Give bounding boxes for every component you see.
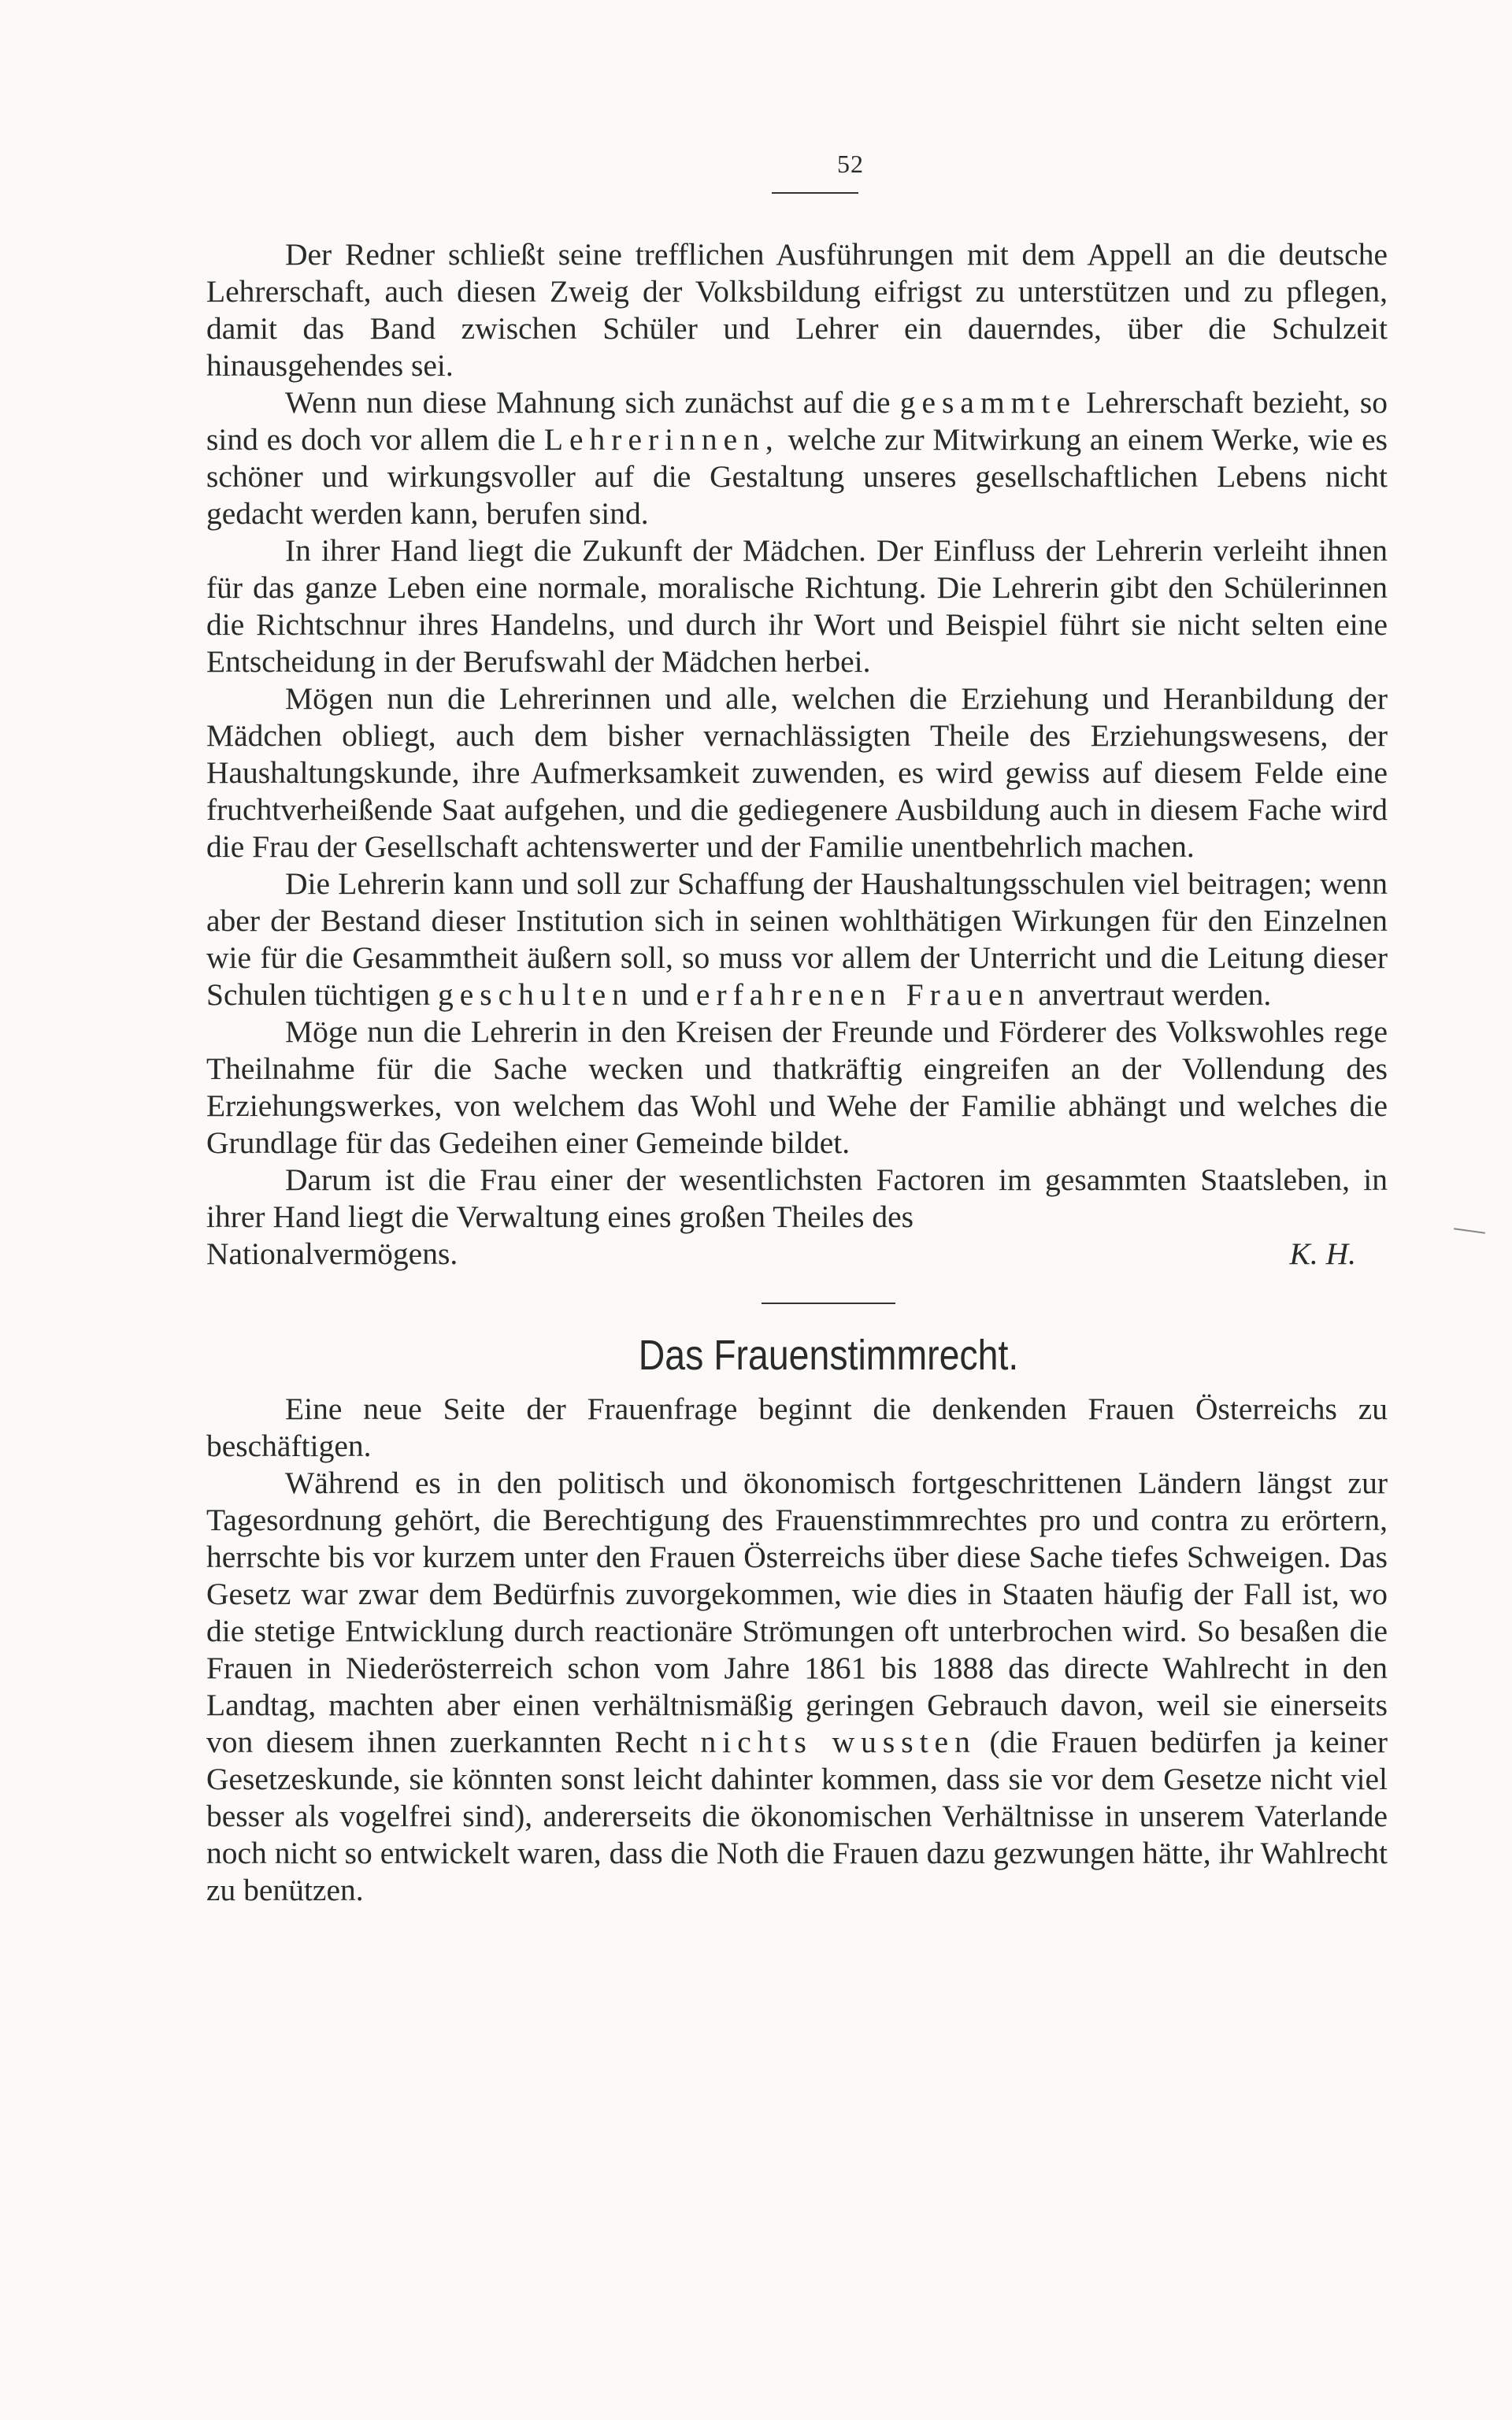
- author-signature: K. H.: [1289, 1236, 1356, 1271]
- paragraph-2-text-a: Wenn nun diese Mahnung sich zunächst auf die: [285, 385, 891, 420]
- paragraph-7: [206, 1162, 1388, 1236]
- paragraph-5-text-e: anvertraut werden.: [1038, 977, 1272, 1012]
- paragraph-5-text-c: und: [641, 977, 689, 1012]
- section-title: Das Frauenstimmrecht.: [638, 1332, 1019, 1379]
- paragraph-7-last-word: Nationalvermögens.: [206, 1236, 458, 1271]
- section-paragraph-2: [206, 1465, 1388, 1909]
- paragraph-6: Möge nun die Lehrerin in den Kreisen der Freunde und Förderer des Volkswohles rege Theilnahme für die Sache wecken und thatkräftig eingreifen an der Vollendung des Erziehungswerkes, von welchem das Wohl und Wehe der Familie abhängt und welches die Grundlage für das Gedeihen einer Gemeinde bildet.: [206, 1014, 1388, 1160]
- emphasis-nichts-wussten: nichts wussten: [700, 1725, 976, 1759]
- emphasis-gesammte: gesammte: [899, 385, 1077, 420]
- paragraph-3: In ihrer Hand liegt die Zukunft der Mädchen. Der Einfluss der Lehrerin verleiht ihnen für das ganze Leben eine normale, moralische Richtung. Die Lehrerin gibt den Schülerinnen die Richtschnur ihres Handelns, und durch ihr Wort und Beispiel führt sie nicht selten eine Entscheidung in der Berufswahl der Mädchen herbei.: [206, 533, 1388, 679]
- paragraph-5: [206, 865, 1388, 1014]
- paragraph-4: Mögen nun die Lehrerinnen und alle, welchen die Erziehung und Heranbildung der Mädchen obliegt, auch dem bisher vernachlässigten Theile des Erziehungswesens, der Haushaltungskunde, ihre Aufmerksamkeit zuwenden, es wird gewiss auf diesem Felde eine fruchtverheißende Saat aufgehen, und die gediegenere Ausbildung auch in diesem Fache wird die Frau der Gesellschaft achtenswerter und der Familie unentbehrlich machen.: [206, 681, 1388, 864]
- paragraph-1: Der Redner schließt seine trefflichen Ausführungen mit dem Appell an die deutsche Lehrerschaft, auch diesen Zweig der Volksbildung eifrigst zu unterstützen und zu pflegen, damit das Band zwischen Schüler und Lehrer ein dauerndes, über die Schulzeit hinausgehendes sei.: [206, 237, 1388, 383]
- margin-mark: [1454, 1228, 1485, 1234]
- paragraph-2: [206, 384, 1388, 532]
- page-number: 52: [837, 150, 864, 178]
- section-paragraph-1: Eine neue Seite der Frauenfrage beginnt die denkenden Frauen Österreichs zu beschäftigen.: [206, 1392, 1388, 1463]
- section-divider: [762, 1303, 895, 1304]
- signature-line: [206, 1236, 1388, 1273]
- emphasis-geschulten: geschulten: [438, 977, 634, 1012]
- paragraph-7-text: Darum ist die Frau einer der wesentlichsten Factoren im gesammten Staatsleben, in ihrer Hand liegt die Verwaltung eines großen Theiles des: [206, 1162, 1388, 1234]
- emphasis-lehrerinnen: Lehrerinnen,: [543, 422, 780, 457]
- paragraph-2-text-c: Lehrerschaft bezieht, so sind es doch vor allem die: [206, 385, 1388, 457]
- section-paragraph-2-text-a: Während es in den politisch und ökonomisch fortgeschrittenen Ländern längst zur Tagesordnung gehört, die Berechtigung des Frauenstimmrechtes pro und contra zu erörtern, herrschte bis vor kurzem unter den Frauen Österreichs über diese Sache tiefes Schweigen. Das Gesetz war zwar dem Bedürfnis zuvorgekommen, wie dies in Staaten häufig der Fall ist, wo die stetige Entwicklung durch reactionäre Strömungen oft unterbrochen wird. So besaßen die Frauen in Niederösterreich schon vom Jahre 1861 bis 1888 das directe Wahlrecht in den Landtag, machten aber einen verhältnismäßig geringen Gebrauch davon, weil sie einerseits von diesem ihnen zuerkannten Recht: [206, 1466, 1388, 1759]
- paragraph-5-text-a: Die Lehrerin kann und soll zur Schaffung der Haushaltungsschulen viel beitragen; wenn aber der Bestand dieser Institution sich in seinen wohlthätigen Wirkungen für den Einzelnen wie für die Gesammtheit äußern soll, so muss vor allem der Unterricht und die Leitung dieser Schulen tüchtigen: [206, 866, 1388, 1012]
- page-number-rule: [772, 192, 858, 194]
- section-paragraph-2-text-c: (die Frauen bedürfen ja keiner Gesetzeskunde, sie könnten sonst leicht dahinter kommen, dass sie vor dem Gesetze nicht viel besser als vogelfrei sind), andererseits die ökonomischen Verhältnisse in unserem Vaterlande noch nicht so entwickelt waren, dass die Noth die Frauen dazu gezwungen hätte, ihr Wahlrecht zu benützen.: [206, 1725, 1388, 1907]
- paragraph-2-text-e: welche zur Mitwirkung an einem Werke, wie es schöner und wirkungsvoller auf die Gestaltung unseres gesellschaftlichen Lebens nicht gedacht werden kann, berufen sind.: [206, 422, 1388, 531]
- emphasis-erfahrenen-frauen: erfahrenen Frauen: [695, 977, 1031, 1012]
- text-column: [206, 236, 1388, 1909]
